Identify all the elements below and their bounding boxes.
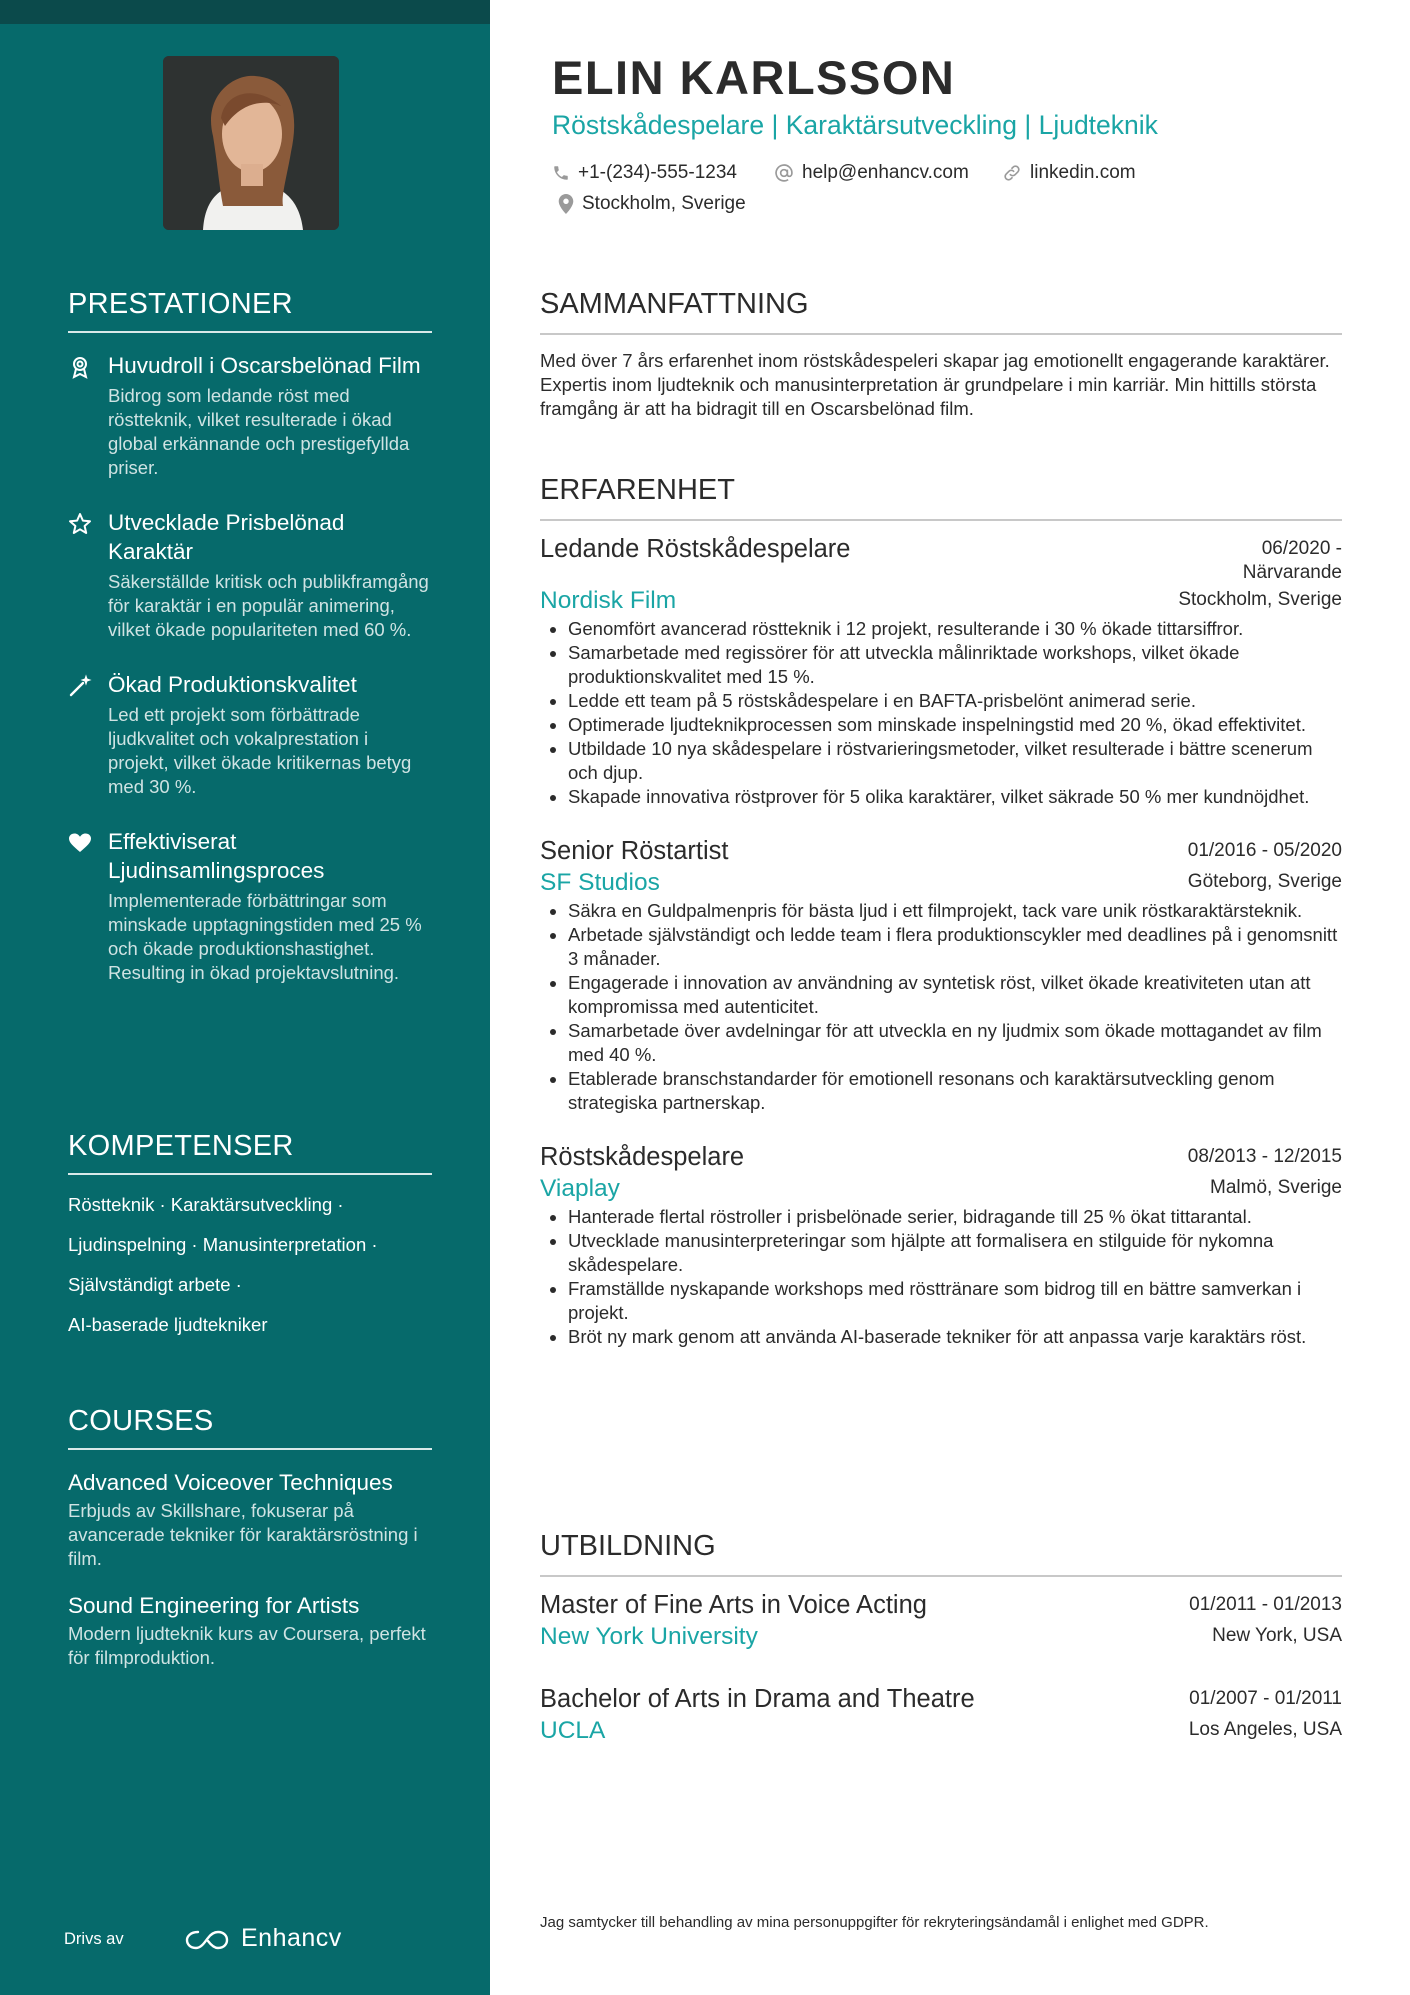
email-text: help@enhancv.com xyxy=(802,162,969,183)
school-name: New York University xyxy=(540,1623,758,1650)
contact-email[interactable] xyxy=(774,162,969,184)
summary-section xyxy=(540,288,1342,421)
heart-icon xyxy=(68,831,92,855)
job-location: Malmö, Sverige xyxy=(1210,1177,1342,1198)
skill-line: Ljudinspelning · Manusinterpretation · xyxy=(68,1234,378,1255)
achievement-item xyxy=(68,351,432,480)
job-entry xyxy=(540,533,1342,809)
achievement-item xyxy=(68,827,432,985)
award-icon xyxy=(68,355,92,379)
company-name: Nordisk Film xyxy=(540,587,677,614)
bullet-point: • Utbildade 10 nya skådespelare i röstvarieringsmetoder, vilket resulterade i bättre scenerum och djup. xyxy=(568,737,1342,785)
education-heading: UTBILDNING xyxy=(540,1530,1342,1577)
job-title: Röstskådespelare xyxy=(540,1143,745,1171)
linkedin-text: linkedin.com xyxy=(1030,162,1136,183)
education-location: New York, USA xyxy=(1212,1625,1342,1646)
phone-icon xyxy=(552,164,570,182)
course-item xyxy=(68,1591,432,1670)
location-pin-icon xyxy=(558,194,574,214)
bullet-point: • Skapade innovativa röstprover för 5 olika karaktärer, vilket säkrade 50 % mer kundnöjdhet. xyxy=(568,785,1342,809)
powered-by-label: Drivs av xyxy=(64,1930,124,1948)
contact-location xyxy=(558,193,746,215)
bullet-point: • Etablerade branschstandarder för emotionell resonans och karaktärsutveckling genom strategiska partnerskap. xyxy=(568,1067,1342,1115)
bullet-point: • Engagerade i innovation av användning av syntetisk röst, vilket ökade kreativiteten utan att kompromissa med autenticitet. xyxy=(568,971,1342,1019)
skill-line: AI-baserade ljudtekniker xyxy=(68,1314,268,1335)
course-title: Advanced Voiceover Techniques xyxy=(68,1470,393,1495)
bullet-point: • Samarbetade över avdelningar för att utveckla en ny ljudmix som ökade mottagandet av film med 40 %. xyxy=(568,1019,1342,1067)
sidebar xyxy=(0,0,490,1995)
job-title: Ledande Röstskådespelare xyxy=(540,535,851,563)
achievement-item xyxy=(68,508,432,642)
skill-line: Röstteknik · Karaktärsutveckling · xyxy=(68,1194,344,1215)
job-dates: 01/2016 - 05/2020 xyxy=(1187,840,1342,861)
at-icon xyxy=(774,163,794,183)
magic-wand-icon xyxy=(68,674,92,698)
contact-phone xyxy=(552,162,737,184)
course-description: Modern ljudteknik kurs av Coursera, perfekt för filmproduktion. xyxy=(68,1623,426,1668)
job-dates: 08/2013 - 12/2015 xyxy=(1187,1146,1342,1167)
education-entry xyxy=(540,1683,1342,1747)
degree-title: Bachelor of Arts in Drama and Theatre xyxy=(540,1685,975,1713)
bullet-point: • Genomfört avancerad röstteknik i 12 projekt, resulterande i 30 % ökade tittarsiffror. xyxy=(568,617,1342,641)
achievement-item xyxy=(68,670,432,799)
achievement-description: Led ett projekt som förbättrade ljudkvalitet och vokalprestation i projekt, vilket ökade kritikernas betyg med 30 %. xyxy=(108,704,412,797)
bullet-point: • Hanterade flertal röstroller i prisbelönade serier, bidragande till 25 % ökat tittarantal. xyxy=(568,1205,1342,1229)
skill-line: Självständigt arbete · xyxy=(68,1274,242,1295)
bullet-point: • Säkra en Guldpalmenpris för bästa ljud i ett filmprojekt, tack vare unik röstkaraktärsteknik. xyxy=(568,899,1342,923)
job-entry xyxy=(540,835,1342,1115)
sidebar-top-bar xyxy=(0,0,490,24)
job-title: Senior Röstartist xyxy=(540,837,729,865)
course-description: Erbjuds av Skillshare, fokuserar på avancerade tekniker för karaktärsröstning i film. xyxy=(68,1500,418,1569)
achievement-description: Bidrog som ledande röst med röstteknik, vilket resulterade i ökad global erkännande och prestigefyllda priser. xyxy=(108,385,410,478)
bullet-point: • Bröt ny mark genom att använda AI-baserade tekniker för att anpassa varje karaktärs röst. xyxy=(568,1325,1342,1349)
bullet-point: • Samarbetade med regissörer för att utveckla målinriktade workshops, vilket ökade produktionskvalitet med 15 %. xyxy=(568,641,1342,689)
job-location: Göteborg, Sverige xyxy=(1187,871,1342,892)
summary-heading: SAMMANFATTNING xyxy=(540,288,1342,335)
courses-section xyxy=(68,1405,432,1690)
location-text: Stockholm, Sverige xyxy=(582,193,746,214)
link-icon xyxy=(1002,163,1022,183)
achievement-title: Huvudroll i Oscarsbelönad Film xyxy=(108,353,421,378)
phone-text: +1-(234)-555-1234 xyxy=(578,162,737,183)
achievement-title: Ökad Produktionskvalitet xyxy=(108,672,357,697)
degree-title: Master of Fine Arts in Voice Acting xyxy=(540,1591,927,1619)
bullet-point: • Ledde ett team på 5 röstskådespelare i en BAFTA-prisbelönt animerad serie. xyxy=(568,689,1342,713)
course-item xyxy=(68,1468,432,1571)
gdpr-consent-text: Jag samtycker till behandling av mina personuppgifter för rekryteringsändamål i enlighet med GDPR. xyxy=(540,1914,1209,1931)
education-dates: 01/2011 - 01/2013 xyxy=(1189,1594,1342,1615)
contact-linkedin[interactable] xyxy=(1002,162,1136,184)
achievements-section xyxy=(68,288,432,1013)
job-bullets xyxy=(540,1205,1342,1349)
star-icon xyxy=(68,512,92,536)
bullet-point: • Utvecklade manusinterpreteringar som hjälpte att formalisera en stilguide för nykomna skådespelare. xyxy=(568,1229,1342,1277)
education-entry xyxy=(540,1589,1342,1653)
job-entry xyxy=(540,1141,1342,1349)
job-dates: 06/2020 - Närvarande xyxy=(1242,538,1342,583)
education-dates: 01/2007 - 01/2011 xyxy=(1189,1688,1342,1709)
courses-heading: COURSES xyxy=(68,1405,432,1450)
skills-heading: KOMPETENSER xyxy=(68,1130,432,1175)
enhancv-logo-icon xyxy=(184,1926,230,1959)
candidate-name: ELIN KARLSSON xyxy=(552,51,956,104)
skills-section xyxy=(68,1130,432,1353)
achievement-description: Säkerställde kritisk och publikframgång för karaktär i en populär animering, vilket ökade populariteten med 60 %. xyxy=(108,571,429,640)
achievement-title: Effektiviserat Ljudinsamlingsproces xyxy=(108,829,325,883)
summary-text: Med över 7 års erfarenhet inom röstskådespeleri skapar jag emotionellt engagerande karaktärer. Expertis inom ljudteknik och manusinterpretation är grundpelare i min karriär. Min hittills största framgång är att ha bidragit till en Oscarsbelönad film. xyxy=(540,350,1330,419)
bullet-point: • Framställde nyskapande workshops med rösttränare som bidrog till en bättre samverkan i projekt. xyxy=(568,1277,1342,1325)
experience-section xyxy=(540,474,1342,1349)
candidate-headline: Röstskådespelare | Karaktärsutveckling | Ljudteknik xyxy=(552,110,1158,140)
achievements-heading: PRESTATIONER xyxy=(68,288,432,333)
company-name: Viaplay xyxy=(540,1175,620,1202)
achievement-description: Implementerade förbättringar som minskade upptagningstiden med 25 % och ökade produktionshastighet. Resulting in ökad projektavslutning. xyxy=(108,890,422,983)
education-section xyxy=(540,1530,1342,1747)
school-name: UCLA xyxy=(540,1717,606,1744)
education-location: Los Angeles, USA xyxy=(1188,1719,1342,1740)
job-location: Stockholm, Sverige xyxy=(1178,589,1342,610)
job-bullets xyxy=(540,617,1342,809)
profile-photo xyxy=(163,56,339,230)
experience-heading: ERFARENHET xyxy=(540,474,1342,521)
course-title: Sound Engineering for Artists xyxy=(68,1593,360,1618)
bullet-point: • Arbetade självständigt och ledde team i flera produktionscykler med deadlines på i genomsnitt 3 månader. xyxy=(568,923,1342,971)
company-name: SF Studios xyxy=(540,869,660,896)
job-bullets xyxy=(540,899,1342,1115)
brand-name: Enhancv xyxy=(241,1924,342,1952)
bullet-point: • Optimerade ljudteknikprocessen som minskade inspelningstid med 20 %, ökad effektivitet. xyxy=(568,713,1342,737)
achievement-title: Utvecklade Prisbelönad Karaktär xyxy=(108,510,345,564)
